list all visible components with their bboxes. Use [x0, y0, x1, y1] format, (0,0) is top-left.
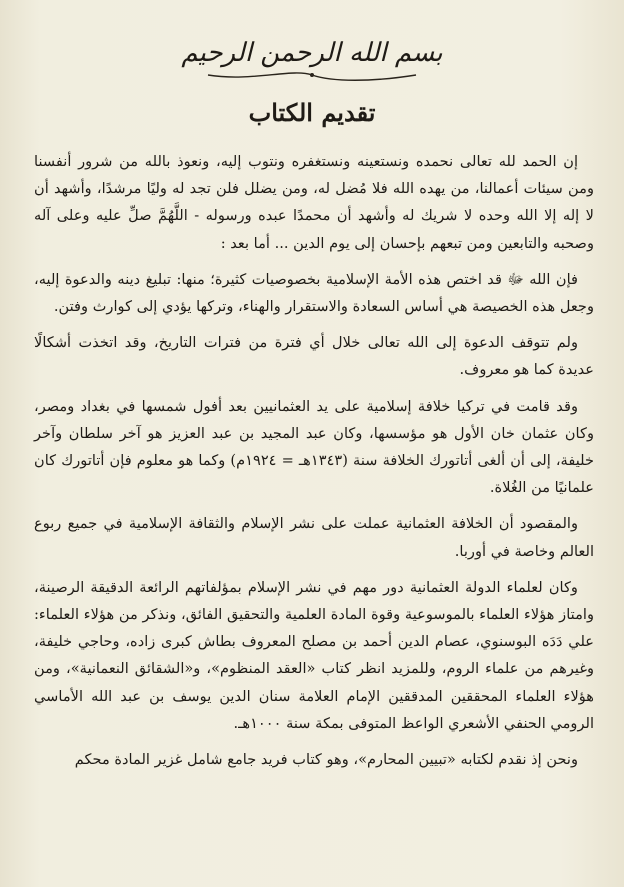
basmala-flourish-icon	[202, 68, 422, 82]
paragraph: ونحن إذ نقدم لكتابه «تبيين المحارم»، وهو كتاب فريد جامع شامل غزير المادة محكم	[74, 751, 578, 769]
basmala-calligraphy: بسم الله الرحمن الرحيم	[181, 38, 443, 68]
paragraph: ولم تتوقف الدعوة إلى الله تعالى خلال أي فترة من فترات التاريخ، وقد اتخذت أشكالًا عديدة كما هو معروف.	[34, 334, 594, 379]
paragraph: والمقصود أن الخلافة العثمانية عملت على نشر الإسلام والثقافة الإسلامية في جميع ربوع العالم وخاصة في أوربا.	[34, 515, 594, 560]
page-title: تقديم الكتاب	[248, 98, 376, 127]
paragraph: إن الحمد لله تعالى نحمده ونستعينه ونستغفره ونتوب إليه، ونعوذ بالله من شرور أنفسنا ومن سيئات أعمالنا، من يهده الله فلا مُضل له، ومن يضلل فلن تجد له وليًا مرشدًا، وأشهد أن لا إله إلا الله وحده لا شريك له وأشهد أن محمدًا عبده ورسوله - اللَّهُمَّ صلِّ عليه وعلى آله وصحبه والتابعين ومن تبعهم بإحسان إلى يوم الدين ... أما بعد :	[34, 153, 594, 252]
paragraph: فإن الله ﷻ قد اختص هذه الأمة الإسلامية بخصوصيات كثيرة؛ منها: تبليغ دينه والدعوة إليه، وجعل هذه الخصيصة هي أساس السعادة والاستقرار والهناء، وتركها يؤدي إلى كوارث وفتن.	[34, 270, 594, 316]
body-text	[34, 148, 594, 782]
paragraph: وقد قامت في تركيا خلافة إسلامية على يد العثمانيين بعد أفول شمسها في بغداد ومصر، وكان عثمان خان الأول هو مؤسسها، وكان عبد المجيد بن عبد العزيز هو آخر سلطان وآخر خليفة، إلى أن ألغى أتاتورك الخلافة سنة (١٣٤٣هـ = ١٩٢٤م) وكما هو معلوم فإن أتاتورك كان علمانيًا من الغُلاة.	[34, 397, 595, 497]
paragraph: وكان لعلماء الدولة العثمانية دور مهم في نشر الإسلام بمؤلفاتهم الرائعة الدقيقة الرصينة، وامتاز هؤلاء العلماء بالموسوعية وقوة المادة العلمية والتحقيق الفائق، ونذكر من هؤلاء العلماء: علي دَدَه البوسنوي، عصام الدين أحمد بن مصلح المعروف بطاش كبرى زاده، وحاجي خليفة، وغيرهم من علماء الروم، وللمزيد انظر كتاب «العقد المنظوم»، و«الشقائق النعمانية»، ومن هؤلاء العلماء المحققين المدققين الإمام العلامة سنان الدين يوسف بن عبد الله الأماسي الرومي الحنفي الأشعري الواعظ المتوفى بمكة سنة ١٠٠٠هـ.	[34, 578, 594, 732]
